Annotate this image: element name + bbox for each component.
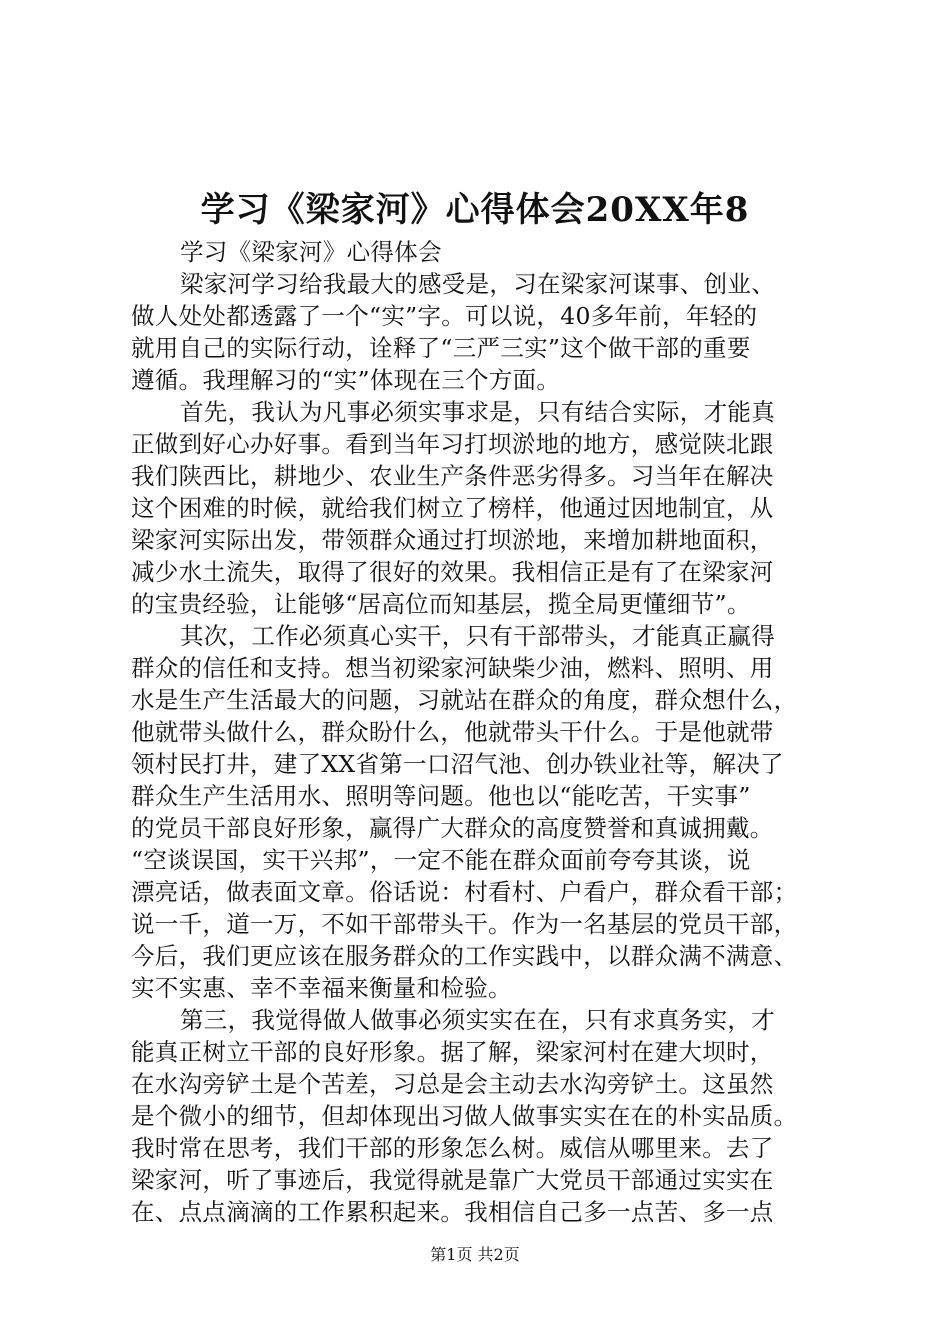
- text-line: 首先，我认为凡事必须实事求是，只有结合实际，才能真: [180, 398, 775, 426]
- text-line: 其次，工作必须真心实干，只有干部带头，才能真正赢得: [180, 622, 775, 650]
- page-footer: 第1页 共2页: [430, 1245, 520, 1264]
- text-line: 在、点点滴滴的工作累积起来。我相信自己多一点苦、多一点: [131, 1198, 774, 1226]
- document-subtitle: 学习《梁家河》心得体会: [180, 238, 442, 266]
- text-line: 的党员干部良好形象，赢得广大群众的高度赞誉和真诚拥戴。: [131, 814, 774, 842]
- text-line: 在水沟旁铲土是个苦差，习总是会主动去水沟旁铲土。这虽然: [131, 1070, 774, 1098]
- document-title: 学习《梁家河》心得体会20XX年8: [200, 190, 750, 230]
- text-line: 群众的信任和支持。想当初梁家河缺柴少油，燃料、照明、用: [131, 654, 774, 682]
- text-line: 做人处处都透露了一个“实”字。可以说，40多年前，年轻的: [131, 302, 758, 330]
- text-line: 梁家河实际出发，带领群众通过打坝淤地，来增加耕地面积，: [131, 526, 774, 554]
- text-line: 遵循。我理解习的“实”体现在三个方面。: [131, 366, 561, 394]
- text-line: 第三，我觉得做人做事必须实实在在，只有求真务实，才: [180, 1006, 775, 1034]
- text-line: 说一千，道一万，不如干部带头干。作为一名基层的党员干部，: [131, 910, 798, 938]
- text-line: 的宝贵经验，让能够“居高位而知基层，揽全局更懂细节”。: [131, 590, 751, 618]
- text-line: 就用自己的实际行动，诠释了“三严三实”这个做干部的重要: [131, 334, 751, 362]
- text-line: 群众生产生活用水、照明等问题。他也以“能吃苦，干实事”: [131, 782, 751, 810]
- text-line: 今后，我们更应该在服务群众的工作实践中，以群众满不满意、: [131, 942, 798, 970]
- text-line: 水是生产生活最大的问题，习就站在群众的角度，群众想什么，: [131, 686, 798, 714]
- text-line: 是个微小的细节，但却体现出习做人做事实实在在的朴实品质。: [131, 1102, 798, 1130]
- text-line: 领村民打井，建了XX省第一口沼气池、创办铁业社等，解决了: [131, 750, 784, 778]
- text-line: 梁家河，听了事迹后，我觉得就是靠广大党员干部通过实实在: [131, 1166, 774, 1194]
- text-line: “空谈误国，实干兴邦”，一定不能在群众面前夸夸其谈，说: [131, 846, 751, 874]
- text-line: 正做到好心办好事。看到当年习打坝淤地的地方，感觉陕北跟: [131, 430, 774, 458]
- text-line: 能真正树立干部的良好形象。据了解，梁家河村在建大坝时，: [131, 1038, 774, 1066]
- text-line: 这个困难的时候，就给我们树立了榜样，他通过因地制宜，从: [131, 494, 774, 522]
- text-line: 我时常在思考，我们干部的形象怎么树。威信从哪里来。去了: [131, 1134, 774, 1162]
- text-line: 梁家河学习给我最大的感受是，习在梁家河谋事、创业、: [180, 270, 775, 298]
- text-line: 减少水土流失，取得了很好的效果。我相信正是有了在梁家河: [131, 558, 774, 586]
- text-line: 漂亮话，做表面文章。俗话说：村看村、户看户，群众看干部；: [131, 878, 798, 906]
- text-line: 他就带头做什么，群众盼什么，他就带头干什么。于是他就带: [131, 718, 774, 746]
- text-line: 实不实惠、幸不幸福来衡量和检验。: [131, 974, 512, 1002]
- text-line: 我们陕西比，耕地少、农业生产条件恶劣得多。习当年在解决: [131, 462, 774, 490]
